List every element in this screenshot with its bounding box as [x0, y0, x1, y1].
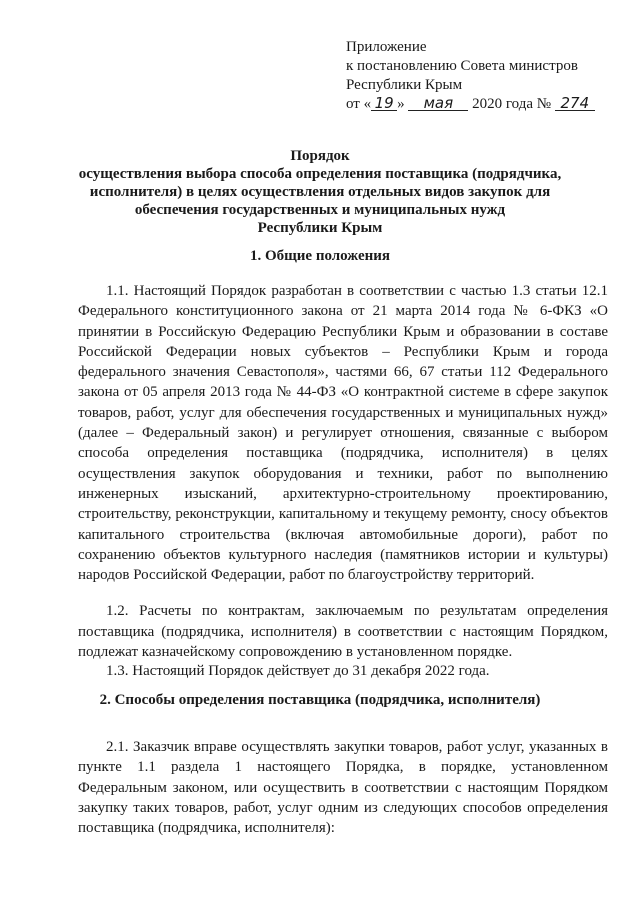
appendix-header [346, 38, 595, 114]
appendix-label: Приложение [346, 39, 427, 55]
appendix-date-line [346, 95, 595, 114]
document-title [70, 147, 570, 237]
appendix-resolution: к постановлению Совета министров [346, 58, 578, 74]
section-2-heading: 2. Способы определения поставщика (подрядчика, исполнителя) [99, 692, 541, 708]
date-prefix: от « [346, 96, 372, 112]
title-line-1: Порядок [290, 148, 350, 164]
resolution-number-handwritten: 274 [555, 96, 595, 111]
paragraph-1-1: 1.1. Настоящий Порядок разработан в соответствии с частью 1.3 статьи 12.1 Федерального конституционного закона от 21 марта 2014 года № 6-ФКЗ «О принятии в Российскую Федерацию Республики Крым и образовании в составе Российской Федерации новых субъектов – Республики Крым и города федерального значения Севастополя», частями 66, 67 статьи 112 Федерального закона от 05 апреля 2013 года № 44-ФЗ «О контрактной системе в сфере закупок товаров, работ, услуг для обеспечения государственных и муниципальных нужд» (далее – Федеральный закон) и регулирует отношения, связанные с выбором способа определения поставщика (подрядчика, исполнителя) в целях осуществления закупок оборудования и техники, работ по выполнению инженерных изысканий, архитектурно-строительному проектированию, строительству, реконструкции, капитальному и текущему ремонту, сносу объектов капитального строительства (включая автомобильные дороги), работ по сохранению объектов культурного наследия (памятников истории и культуры) народов Российской Федерации, работ по благоустройству территорий. [78, 283, 608, 584]
title-line-5: Республики Крым [257, 220, 383, 236]
section-1-heading: 1. Общие положения [249, 248, 391, 264]
title-line-4: обеспечения государственных и муниципальных нужд [134, 202, 506, 218]
paragraph-2-1: 2.1. Заказчик вправе осуществлять закупки товаров, работ услуг, указанных в пункте 1.1 раздела 1 настоящего Порядка, в порядке, установленном Федеральным законом, или осуществить в соответствии с настоящим Порядком закупку таких товаров, работ, услуг одним из следующих способов определения поставщика (подрядчика, исполнителя): [78, 739, 608, 837]
date-year: 2020 года № [472, 96, 552, 112]
title-line-2: осуществления выбора способа определения поставщика (подрядчика, [78, 166, 562, 182]
date-close-quote: » [397, 96, 405, 112]
date-month-handwritten: мая [408, 96, 468, 111]
title-line-3: исполнителя) в целях осуществления отдельных видов закупок для [89, 184, 551, 200]
paragraph-1-2: 1.2. Расчеты по контрактам, заключаемым по результатам определения поставщика (подрядчика, исполнителя) в соответствии с настоящим Порядком, подлежат казначейскому сопровождению в установленном порядке. [78, 603, 608, 660]
appendix-republic: Республики Крым [346, 77, 463, 93]
paragraph-1-3: 1.3. Настоящий Порядок действует до 31 декабря 2022 года. [106, 663, 490, 679]
date-day-handwritten: 19 [371, 96, 397, 111]
